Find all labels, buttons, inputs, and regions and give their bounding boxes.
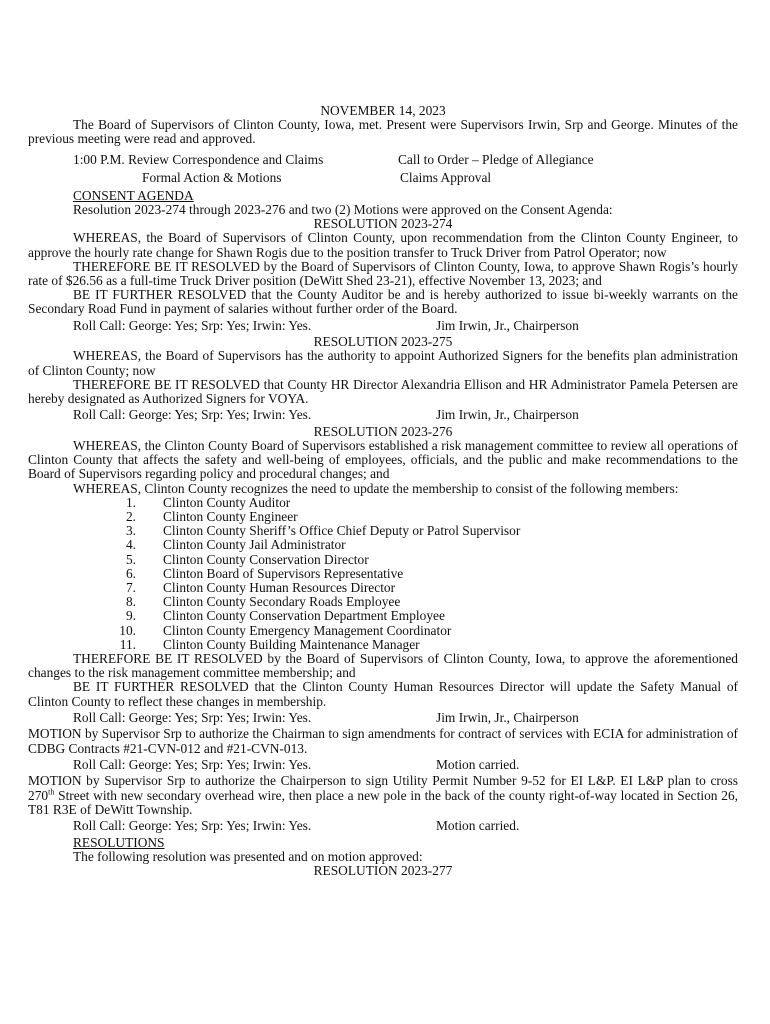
- committee-member-item: [28, 524, 738, 538]
- member-title: Clinton County Conservation Director: [163, 551, 369, 567]
- committee-member-item: [28, 624, 738, 638]
- resolution-275-whereas: WHEREAS, the Board of Supervisors has the authority to appoint Authorized Signers for the benefits plan administration of Clinton County; now: [28, 348, 738, 378]
- resolution-276-title: RESOLUTION 2023-276: [313, 423, 453, 439]
- member-number: 2.: [125, 509, 136, 525]
- motion-utility-permit: [28, 774, 738, 817]
- motion-result: Motion carried.: [436, 757, 520, 773]
- motion-ecia: MOTION by Supervisor Srp to authorize the Chairman to sign amendments for contract of services with ECIA for administration of CDBG Contracts #21-CVN-012 and #21-CVN-013.: [28, 726, 738, 756]
- committee-member-item: [28, 567, 738, 581]
- member-number: 4.: [125, 537, 136, 553]
- motion-result: Motion carried.: [436, 818, 520, 834]
- resolution-274-therefore: THEREFORE BE IT RESOLVED by the Board of Supervisors of Clinton County, Iowa, to approve Shawn Rogis’s hourly rate of $26.56 as a full-time Truck Driver position (DeWitt Shed 23-21), effective November 13, 2023; and: [28, 258, 738, 289]
- chairperson-signature: Jim Irwin, Jr., Chairperson: [436, 317, 579, 333]
- resolutions-heading: RESOLUTIONS: [73, 834, 165, 850]
- resolution-274-title: RESOLUTION 2023-274: [313, 216, 453, 232]
- roll-call-text: Roll Call: George: Yes; Srp: Yes; Irwin: Yes.: [73, 317, 312, 333]
- committee-member-item: [28, 496, 738, 510]
- member-number: 1.: [125, 494, 136, 510]
- schedule-item: Claims Approval: [400, 170, 492, 186]
- chairperson-signature: Jim Irwin, Jr., Chairperson: [436, 710, 579, 726]
- roll-call-text: Roll Call: George: Yes; Srp: Yes; Irwin: Yes.: [73, 407, 312, 423]
- committee-member-item: [28, 638, 738, 652]
- motion-text-part: Street with new secondary overhead wire, then place a new pole in the back of the county right-of-way located in Section 26, T81 R3E of DeWitt Township.: [28, 787, 738, 817]
- member-title: Clinton County Engineer: [163, 509, 298, 525]
- committee-member-item: [28, 553, 738, 567]
- schedule-row-2: [28, 169, 738, 188]
- member-title: Clinton Board of Supervisors Representative: [163, 565, 404, 581]
- member-title: Clinton County Human Resources Director: [163, 580, 396, 596]
- member-number: 7.: [125, 580, 136, 596]
- motion-text-part: MOTION by Supervisor Srp to authorize the Chairperson to sign Utility Permit Number 9-52 for EI L&P. EI L&P plan to cross 270: [28, 773, 738, 803]
- roll-call-text: Roll Call: George: Yes; Srp: Yes; Irwin: Yes.: [73, 818, 312, 834]
- resolution-275-title: RESOLUTION 2023-275: [313, 334, 453, 350]
- resolution-277-title: RESOLUTION 2023-277: [313, 863, 453, 879]
- member-title: Clinton County Building Maintenance Manager: [163, 636, 420, 652]
- motion-utility-roll-call: [28, 817, 738, 836]
- resolution-276-whereas-2: WHEREAS, Clinton County recognizes the need to update the membership to consist of the following members:: [73, 480, 679, 496]
- member-title: Clinton County Secondary Roads Employee: [163, 594, 401, 610]
- resolution-276-roll-call: [28, 709, 738, 728]
- schedule-item: 1:00 P.M. Review Correspondence and Claims: [73, 151, 324, 167]
- schedule-item: Call to Order – Pledge of Allegiance: [398, 151, 594, 167]
- ordinal-suffix: th: [48, 787, 55, 797]
- chairperson-signature: Jim Irwin, Jr., Chairperson: [436, 407, 579, 423]
- roll-call-text: Roll Call: George: Yes; Srp: Yes; Irwin: Yes.: [73, 757, 312, 773]
- resolutions-intro: The following resolution was presented and on motion approved:: [73, 848, 423, 864]
- resolution-274-further: BE IT FURTHER RESOLVED that the County Auditor be and is hereby authorized to issue bi-weekly warrants on the Secondary Road Fund in payment of salaries without further order of the Board.: [28, 287, 738, 317]
- resolution-274-roll-call: [28, 317, 738, 336]
- minutes-page: [28, 104, 738, 878]
- resolution-276-therefore: THEREFORE BE IT RESOLVED by the Board of Supervisors of Clinton County, Iowa, to approve the aforementioned changes to the risk management committee membership; and: [28, 651, 738, 681]
- intro-paragraph: The Board of Supervisors of Clinton County, Iowa, met. Present were Supervisors Irwin, Srp and George. Minutes of the previous meeting were read and approved.: [28, 117, 738, 147]
- member-title: Clinton County Emergency Management Coordinator: [163, 622, 452, 638]
- member-title: Clinton County Jail Administrator: [163, 537, 346, 553]
- committee-member-item: [28, 510, 738, 524]
- resolution-276-whereas-1: WHEREAS, the Clinton County Board of Supervisors established a risk management committee to review all operations of Clinton County that affects the safety and well-being of employees, officials, and the public and make recommendations to the Board of Supervisors regarding policy and procedural changes; and: [28, 438, 738, 482]
- roll-call-text: Roll Call: George: Yes; Srp: Yes; Irwin: Yes.: [73, 710, 312, 726]
- member-title: Clinton County Auditor: [163, 494, 291, 510]
- motion-ecia-roll-call: [28, 756, 738, 775]
- committee-member-item: [28, 538, 738, 552]
- resolution-275-roll-call: [28, 406, 738, 425]
- member-number: 9.: [125, 608, 136, 624]
- member-number: 3.: [125, 523, 136, 539]
- resolution-276-further: BE IT FURTHER RESOLVED that the Clinton County Human Resources Director will update the Safety Manual of Clinton County to reflect these changes in membership.: [28, 679, 738, 709]
- committee-members-list: [28, 496, 738, 652]
- meeting-date: NOVEMBER 14, 2023: [320, 103, 446, 118]
- committee-member-item: [28, 581, 738, 595]
- member-number: 10.: [119, 622, 136, 638]
- schedule-row-1: [28, 151, 738, 170]
- member-title: Clinton County Sheriff’s Office Chief Deputy or Patrol Supervisor: [163, 523, 521, 539]
- consent-agenda-heading: CONSENT AGENDA: [73, 187, 194, 203]
- committee-member-item: [28, 595, 738, 609]
- consent-intro: Resolution 2023-274 through 2023-276 and two (2) Motions were approved on the Consent Agenda:: [73, 202, 613, 217]
- member-number: 6.: [125, 565, 136, 581]
- committee-member-item: [28, 609, 738, 623]
- resolution-275-therefore: THEREFORE BE IT RESOLVED that County HR Director Alexandria Ellison and HR Administrator Pamela Petersen are hereby designated as Authorized Signers for VOYA.: [28, 376, 738, 407]
- resolution-274-whereas: WHEREAS, the Board of Supervisors of Clinton County, upon recommendation from the Clinton County Engineer, to approve the hourly rate change for Shawn Rogis due to the position transfer to Truck Driver from Patrol Operator; now: [28, 230, 738, 260]
- member-number: 8.: [125, 594, 136, 610]
- member-number: 5.: [125, 551, 136, 567]
- member-title: Clinton County Conservation Department Employee: [163, 608, 445, 624]
- schedule-item: Formal Action & Motions: [142, 170, 282, 186]
- member-number: 11.: [119, 636, 136, 652]
